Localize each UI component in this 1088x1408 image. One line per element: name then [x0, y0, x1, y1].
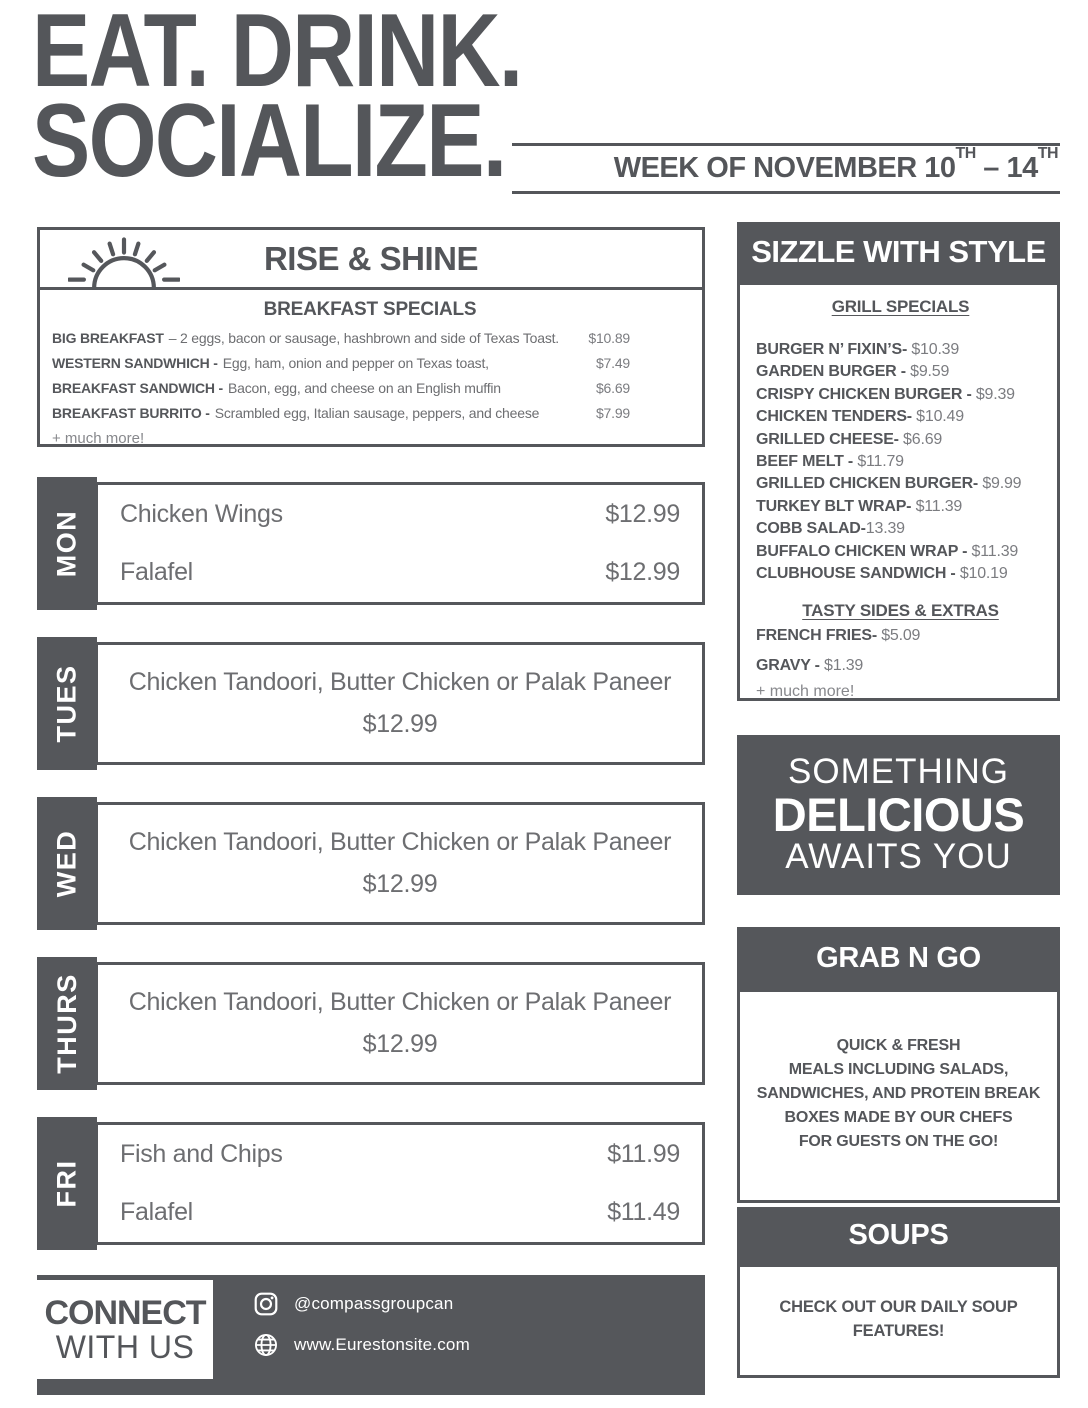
delicious-banner [737, 735, 1060, 895]
day-menu-thurs [95, 962, 705, 1085]
week-prefix: WEEK OF NOVEMBER 10 [613, 152, 956, 184]
breakfast-specials [40, 290, 702, 447]
item-name: CHICKEN TENDERS- [756, 408, 912, 426]
page-title-line1: EAT. DRINK. [32, 0, 522, 109]
day-block-fri [37, 1117, 705, 1250]
globe-icon [253, 1332, 279, 1358]
grill-item [756, 339, 1045, 361]
sunrise-icon [68, 230, 180, 290]
connect-label-1: CONNECT [44, 1293, 206, 1332]
item-price: $11.39 [971, 542, 1019, 560]
grill-item [756, 541, 1045, 563]
banner-line-3: AWAITS YOU [785, 837, 1012, 877]
banner-line-1: SOMETHING [788, 752, 1009, 792]
item-price: $10.39 [911, 341, 960, 358]
day-block-mon [37, 477, 705, 610]
day-tab-tues [37, 637, 97, 770]
grabngo-text-line: BOXES MADE BY OUR CHEFS [784, 1109, 1013, 1126]
item-name: CLUBHOUSE SANDWICH - [756, 565, 956, 583]
week-dash: – 14 [975, 152, 1038, 184]
dish-price: $12.99 [362, 710, 438, 738]
soups-header [737, 1207, 1060, 1264]
item-price: 13.39 [865, 520, 905, 538]
item-price: $9.99 [982, 475, 1022, 493]
day-block-tues [37, 637, 705, 770]
item-name: FRENCH FRIES- [756, 627, 877, 645]
week-text [613, 145, 1058, 184]
grill-item [756, 384, 1045, 406]
website-link [253, 1332, 470, 1358]
rise-and-shine-section [37, 227, 705, 447]
dish-name: Falafel [120, 558, 193, 586]
item-name: GRAVY - [756, 656, 820, 674]
day-label: THURS [51, 973, 82, 1074]
footer-links [253, 1291, 470, 1358]
item-price: $10.89 [588, 330, 630, 346]
breakfast-specials-heading: BREAKFAST SPECIALS [263, 299, 477, 320]
breakfast-item [52, 376, 688, 401]
dish-price: $12.99 [362, 870, 438, 898]
grill-item [756, 496, 1045, 518]
grill-item [756, 451, 1045, 473]
day-menu-wed [95, 802, 705, 925]
week-banner [512, 143, 1060, 194]
section-title-soups: SOUPS [848, 1219, 949, 1251]
item-price: $11.79 [857, 453, 904, 471]
day-block-wed [37, 797, 705, 930]
day-menu-fri [95, 1122, 705, 1245]
dish-price: $11.99 [607, 1140, 680, 1168]
side-item [756, 655, 1045, 677]
dish-name: Chicken Tandoori, Butter Chicken or Palak Paneer [128, 988, 672, 1016]
connect-footer [37, 1275, 705, 1395]
grill-item [756, 473, 1045, 495]
item-name: CRISPY CHICKEN BURGER - [756, 385, 972, 403]
item-price: $10.49 [916, 408, 964, 426]
item-desc: Bacon, egg, and cheese on an English muffin [228, 380, 501, 396]
grabngo-text-line: MEALS INCLUDING SALADS, [788, 1061, 1009, 1078]
item-desc: Scrambled egg, Italian sausage, peppers, and cheese [214, 405, 540, 421]
dish-name: Chicken Tandoori, Butter Chicken or Palak Paneer [128, 668, 672, 696]
item-name: BIG BREAKFAST [52, 330, 164, 346]
day-menu-tues [95, 642, 705, 765]
grabngo-text-line: FOR GUESTS ON THE GO! [798, 1133, 999, 1150]
breakfast-item [52, 351, 688, 376]
grill-item [756, 361, 1045, 383]
grab-n-go-header [737, 927, 1060, 989]
soups-text-line: FEATURES! [852, 1322, 945, 1340]
day-tab-wed [37, 797, 97, 930]
item-price: $11.39 [915, 497, 963, 515]
item-desc: – 2 eggs, bacon or sausage, hashbrown and side of Texas Toast. [168, 330, 559, 346]
tasty-sides-heading: TASTY SIDES & EXTRAS [802, 601, 999, 621]
grill-item [756, 429, 1045, 451]
item-name: BUFFALO CHICKEN WRAP - [756, 542, 968, 560]
dish-name: Fish and Chips [120, 1140, 283, 1168]
day-tab-mon [37, 477, 97, 610]
breakfast-more-note: + much more! [52, 430, 145, 447]
section-title-rise: RISE & SHINE [263, 239, 479, 277]
item-name: BURGER N’ FIXIN’S- [756, 341, 908, 358]
day-tab-thurs [37, 957, 97, 1090]
rise-and-shine-header [40, 230, 702, 290]
section-title-grabngo: GRAB N GO [816, 941, 981, 974]
item-price: $6.69 [903, 430, 943, 448]
dish-name: Falafel [120, 1198, 193, 1226]
item-price: $10.19 [959, 565, 1008, 583]
item-name: GRILLED CHEESE- [756, 430, 899, 448]
menu-row [120, 1198, 680, 1227]
breakfast-item [52, 401, 688, 426]
website-url: www.Eurestonsite.com [294, 1335, 470, 1354]
grabngo-text-line: QUICK & FRESH [836, 1037, 961, 1054]
dish-price: $12.99 [605, 558, 680, 586]
week-ordinal-1: TH [955, 145, 976, 163]
menu-row [120, 1140, 680, 1169]
grill-more-note: + much more! [756, 683, 855, 701]
dish-name: Chicken Wings [120, 500, 283, 528]
item-price: $9.39 [975, 385, 1015, 403]
connect-label-2: WITH US [55, 1328, 195, 1365]
item-name: BEEF MELT - [756, 453, 854, 471]
item-price: $9.59 [910, 363, 950, 381]
grab-n-go-body [737, 989, 1060, 1203]
dish-name: Chicken Tandoori, Butter Chicken or Palak Paneer [128, 828, 672, 856]
dish-price: $12.99 [362, 1030, 438, 1058]
day-label: WED [51, 829, 82, 898]
grabngo-text-line: SANDWICHES, AND PROTEIN BREAK [756, 1085, 1041, 1102]
item-price: $5.09 [881, 627, 921, 645]
dish-price: $11.49 [607, 1198, 680, 1226]
grill-item [756, 563, 1045, 585]
soups-text-line: CHECK OUT OUR DAILY SOUP [779, 1298, 1018, 1316]
soups-body [737, 1264, 1060, 1378]
item-name: TURKEY BLT WRAP- [756, 497, 912, 515]
banner-line-2: DELICIOUS [772, 787, 1025, 841]
section-title-sizzle: SIZZLE WITH STYLE [751, 234, 1046, 269]
item-name: GRILLED CHICKEN BURGER- [756, 475, 979, 493]
day-menu-mon [95, 482, 705, 605]
item-name: GARDEN BURGER - [756, 363, 906, 381]
breakfast-item [52, 326, 688, 351]
item-name: WESTERN SANDWHICH - [52, 355, 218, 371]
week-ordinal-2: TH [1037, 145, 1058, 163]
day-label: MON [51, 509, 82, 578]
side-item [756, 625, 1045, 647]
page-title-line2: SOCIALIZE. [32, 83, 506, 199]
sizzle-header [737, 222, 1060, 282]
day-label: FRI [51, 1159, 82, 1208]
sizzle-body [737, 282, 1060, 701]
item-price: $7.49 [595, 355, 630, 371]
instagram-link [253, 1291, 470, 1317]
item-name: COBB SALAD- [756, 520, 866, 538]
item-price: $1.39 [824, 656, 864, 674]
grill-specials-heading: GRILL SPECIALS [831, 297, 970, 316]
grill-item [756, 518, 1045, 540]
spacer [756, 648, 1045, 655]
item-price: $6.69 [595, 380, 630, 396]
item-price: $7.99 [595, 405, 630, 421]
item-desc: Egg, ham, onion and pepper on Texas toast, [222, 355, 489, 371]
day-block-thurs [37, 957, 705, 1090]
day-label: TUES [51, 664, 82, 743]
day-tab-fri [37, 1117, 97, 1250]
item-name: BREAKFAST BURRITO - [52, 405, 210, 421]
connect-with-us-box [37, 1280, 213, 1379]
instagram-icon [253, 1291, 279, 1317]
grill-item [756, 406, 1045, 428]
instagram-handle: @compassgroupcan [294, 1294, 454, 1313]
item-name: BREAKFAST SANDWICH - [52, 380, 223, 396]
menu-row [120, 558, 680, 587]
menu-row [120, 500, 680, 529]
dish-price: $12.99 [605, 500, 680, 528]
